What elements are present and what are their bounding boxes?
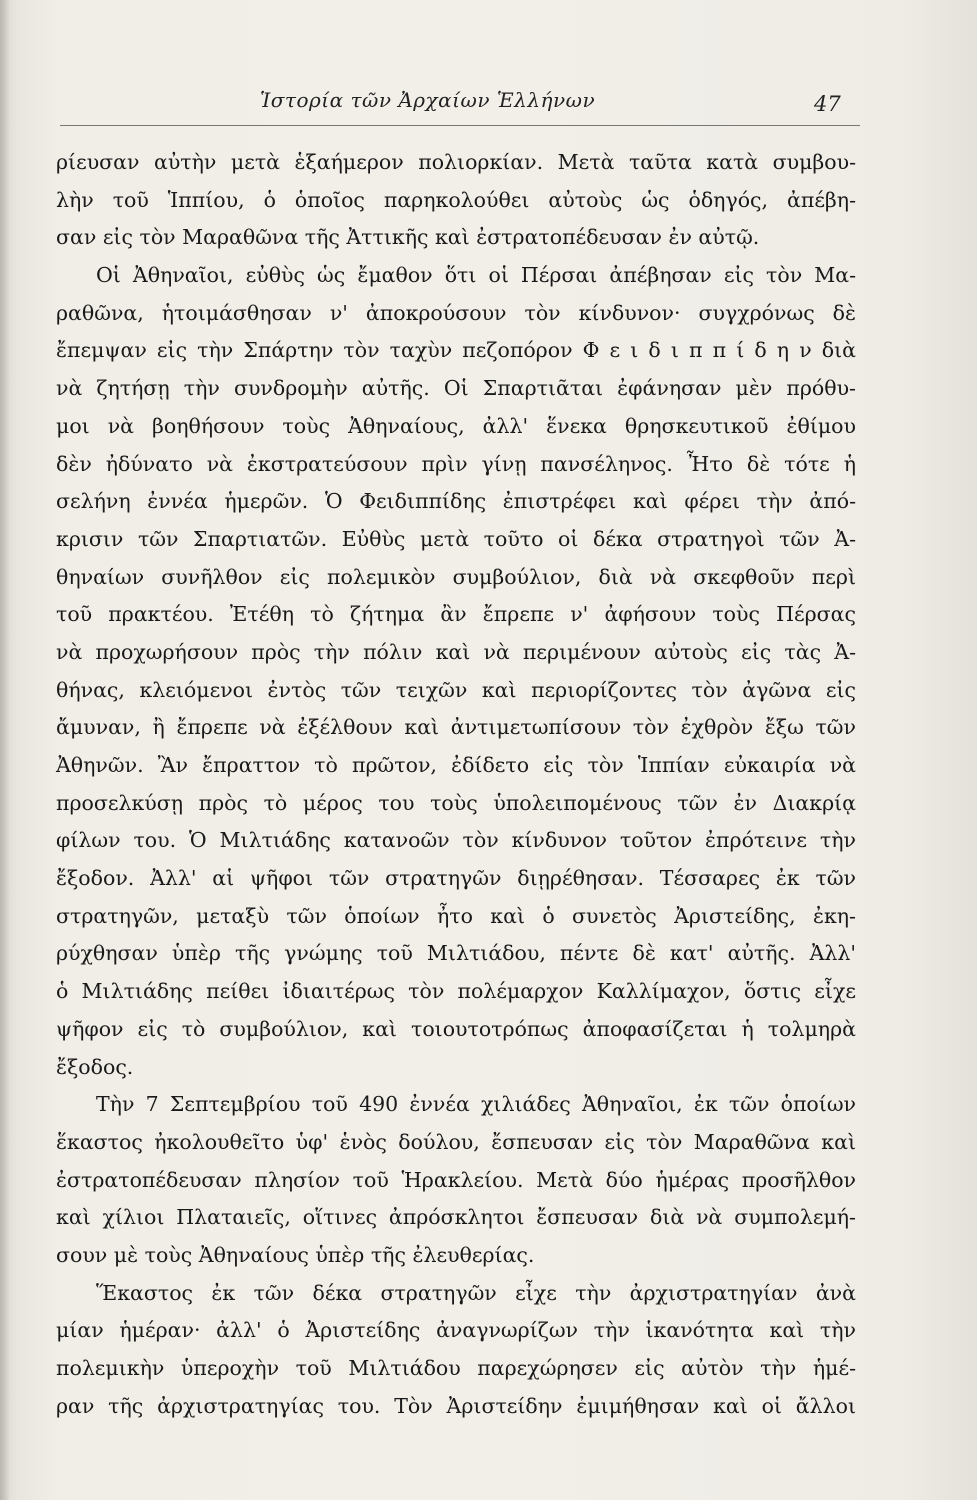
text-line: λὴν τοῦ Ἱππίου, ὁ ὁποῖος παρηκολούθει αὐτοὺς ὡς ὁδηγός, ἀπέβη- (56, 187, 856, 212)
text-line: ψῆφον εἰς τὸ συμβούλιον, καὶ τοιουτοτρόπως ἀποφασίζεται ἡ τολμηρὰ (56, 1016, 856, 1041)
text-line: καὶ χίλιοι Πλαταιεῖς, οἵτινες ἀπρόσκλητοι ἔσπευσαν διὰ νὰ συμπολεμή- (56, 1205, 856, 1230)
text-line: νὰ προχωρήσουν πρὸς τὴν πόλιν καὶ νὰ περιμένουν αὐτοὺς εἰς τὰς Ἀ- (56, 639, 856, 664)
text-line: ραθῶνα, ἡτοιμάσθησαν ν' ἀποκρούσουν τὸν κίνδυνον· συγχρόνως δὲ (56, 300, 856, 325)
text-line: σουν μὲ τοὺς Ἀθηναίους ὑπὲρ τῆς ἐλευθερίας. (56, 1242, 535, 1267)
text-line: ἕκαστος ἠκολουθεῖτο ὑφ' ἑνὸς δούλου, ἔσπευσαν εἰς τὸν Μαραθῶνα καὶ (56, 1129, 856, 1154)
text-line: ἄμυναν, ἢ ἔπρεπε νὰ ἐξέλθουν καὶ ἀντιμετωπίσουν τὸν ἐχθρὸν ἔξω τῶν (56, 715, 856, 740)
header-rule (60, 125, 860, 126)
text-line: στρατηγῶν, μεταξὺ τῶν ὁποίων ἦτο καὶ ὁ συνετὸς Ἀριστείδης, ἐκη- (56, 903, 856, 928)
body-text (56, 144, 856, 1425)
text-line: νὰ ζητήσῃ τὴν συνδρομὴν αὐτῆς. Οἱ Σπαρτιᾶται ἐφάνησαν μὲν πρόθυ- (56, 376, 856, 401)
text-line: κρισιν τῶν Σπαρτιατῶν. Εὐθὺς μετὰ τοῦτο οἱ δέκα στρατηγοὶ τῶν Ἀ- (56, 526, 856, 551)
running-header-title: Ἱστορία τῶν Ἀρχαίων Ἑλλήνων (260, 88, 596, 112)
text-line: ραν τῆς ἀρχιστρατηγίας του. Τὸν Ἀριστείδην ἐμιμήθησαν καὶ οἱ ἄλλοι (56, 1393, 856, 1418)
text-line: μίαν ἡμέραν· ἀλλ' ὁ Ἀριστείδης ἀναγνωρίζων τὴν ἱκανότητα καὶ τὴν (56, 1318, 856, 1343)
text-line: προσελκύσῃ πρὸς τὸ μέρος του τοὺς ὑπολειπομένους τῶν ἐν Διακρίᾳ (56, 790, 856, 815)
scan-shadow-edge (0, 0, 10, 1500)
text-line: Ἕκαστος ἐκ τῶν δέκα στρατηγῶν εἶχε τὴν ἀρχιστρατηγίαν ἀνὰ (96, 1280, 856, 1305)
text-line: σαν εἰς τὸν Μαραθῶνα τῆς Ἀττικῆς καὶ ἐστρατοπέδευσαν ἐν αὐτῷ. (56, 225, 760, 250)
text-line: ἐστρατοπέδευσαν πλησίον τοῦ Ἡρακλείου. Μετὰ δύο ἡμέρας προσῆλθον (56, 1167, 856, 1192)
text-line: ἔξοδος. (56, 1054, 134, 1079)
text-line: τοῦ πρακτέου. Ἐτέθη τὸ ζήτημα ἂν ἔπρεπε ν' ἀφήσουν τοὺς Πέρσας (56, 602, 856, 627)
text-line: ρύχθησαν ὑπὲρ τῆς γνώμης τοῦ Μιλτιάδου, πέντε δὲ κατ' αὐτῆς. Ἀλλ' (56, 941, 856, 966)
text-line: ἔπεμψαν εἰς τὴν Σπάρτην τὸν ταχὺν πεζοπόρον Φ ε ι δ ι π π ί δ η ν διὰ (56, 338, 856, 363)
text-line: πολεμικὴν ὑπεροχὴν τοῦ Μιλτιάδου παρεχώρησεν εἰς αὐτὸν τὴν ἡμέ- (56, 1356, 856, 1380)
text-line: Ἀθηνῶν. Ἂν ἔπραττον τὸ πρῶτον, ἐδίδετο εἰς τὸν Ἱππίαν εὐκαιρία νὰ (56, 753, 856, 777)
text-line: θηναίων συνῆλθον εἰς πολεμικὸν συμβούλιον, διὰ νὰ σκεφθοῦν περὶ (56, 564, 856, 589)
text-line: μοι νὰ βοηθήσουν τοὺς Ἀθηναίους, ἀλλ' ἕνεκα θρησκευτικοῦ ἐθίμου (56, 413, 856, 438)
text-line: Οἱ Ἀθηναῖοι, εὐθὺς ὡς ἔμαθον ὅτι οἱ Πέρσαι ἀπέβησαν εἰς τὸν Μα- (96, 263, 856, 288)
text-line: δὲν ἠδύνατο νὰ ἐκστρατεύσουν πρὶν γίνῃ πανσέληνος. Ἦτο δὲ τότε ἡ (56, 451, 856, 476)
page-number: 47 (814, 92, 841, 116)
text-line: ρίευσαν αὐτὴν μετὰ ἑξαήμερον πολιορκίαν. Μετὰ ταῦτα κατὰ συμβου- (56, 150, 856, 174)
text-line: Τὴν 7 Σεπτεμβρίου τοῦ 490 ἐννέα χιλιάδες Ἀθηναῖοι, ἐκ τῶν ὁποίων (96, 1092, 856, 1117)
text-line: θήνας, κλειόμενοι ἐντὸς τῶν τειχῶν καὶ περιορίζοντες τὸν ἀγῶνα εἰς (56, 677, 856, 702)
text-line: φίλων του. Ὁ Μιλτιάδης κατανοῶν τὸν κίνδυνον τοῦτον ἐπρότεινε τὴν (56, 828, 856, 853)
text-line: ὁ Μιλτιάδης πείθει ἰδιαιτέρως τὸν πολέμαρχον Καλλίμαχον, ὅστις εἶχε (56, 979, 856, 1004)
text-line: ἔξοδον. Ἀλλ' αἱ ψῆφοι τῶν στρατηγῶν διῃρέθησαν. Τέσσαρες ἐκ τῶν (56, 866, 856, 891)
text-line: σελήνη ἐννέα ἡμερῶν. Ὁ Φειδιππίδης ἐπιστρέφει καὶ φέρει τὴν ἀπό- (56, 489, 856, 514)
